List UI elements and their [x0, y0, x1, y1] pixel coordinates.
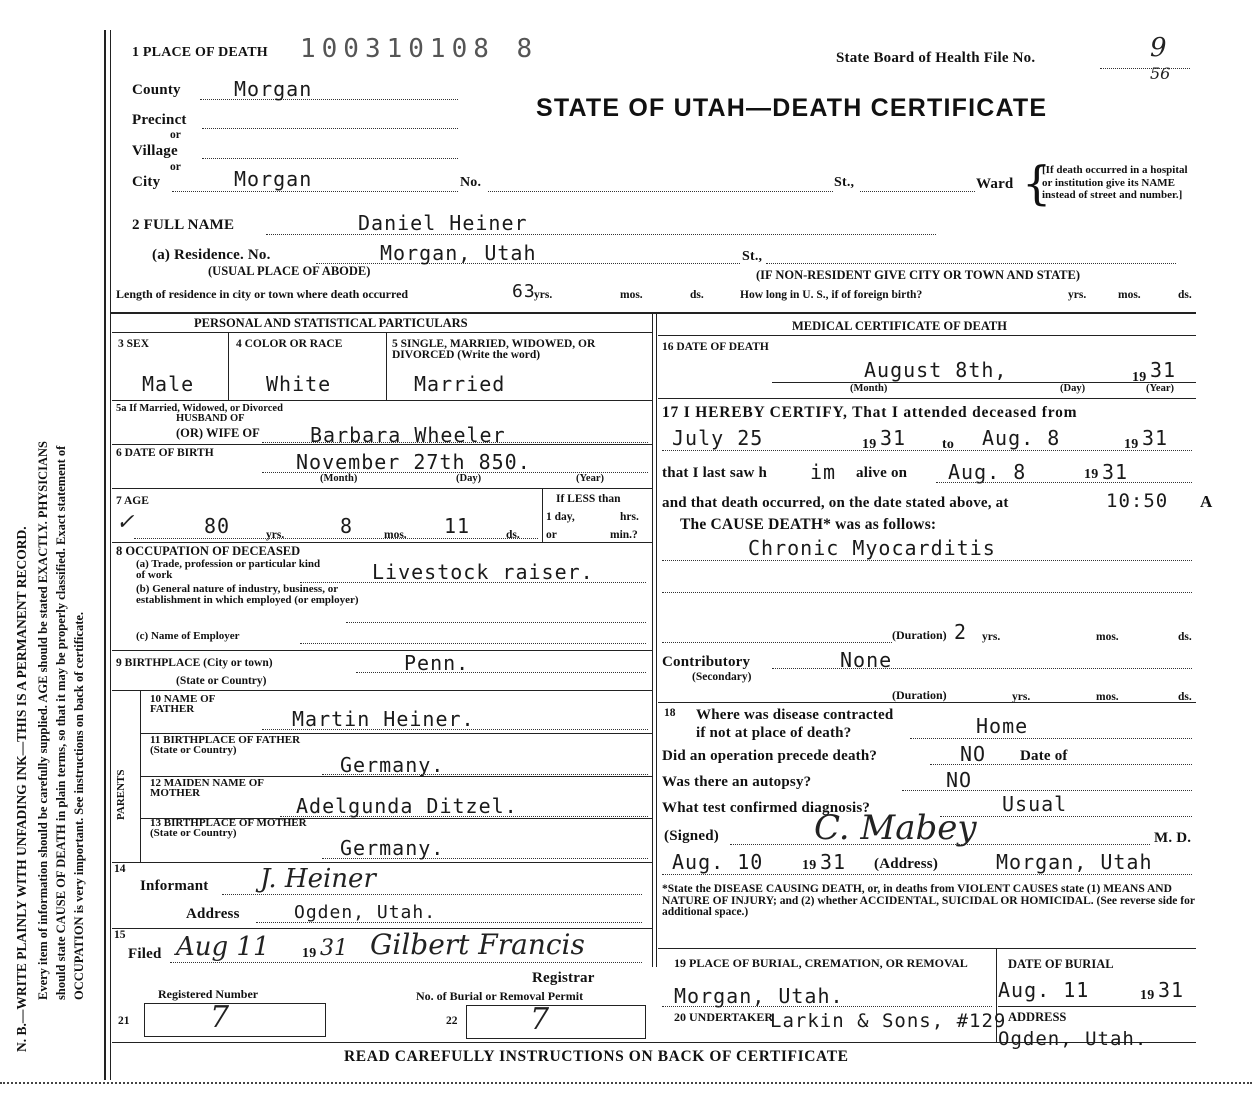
color-marital-divider: [386, 333, 387, 400]
spouse-label-1: 5a If Married, Widowed, or Divorced: [116, 403, 283, 414]
sidebar-line-3: should state CAUSE OF DEATH in plain terms, so that it may be properly classified. Exact statement of: [54, 445, 68, 1000]
test-label: What test confirmed diagnosis?: [662, 800, 871, 816]
residence-label: (a) Residence. No.: [152, 247, 271, 263]
sex-color-divider: [228, 333, 229, 400]
burial-place-line: [662, 1006, 992, 1007]
no-label: No.: [460, 175, 482, 190]
burial-permit-box: [466, 1005, 646, 1039]
brace-icon: {: [1022, 156, 1052, 210]
duration-years: 2: [954, 620, 968, 644]
to-year-prefix: 19: [1124, 437, 1139, 452]
where-contracted-label-2: if not at place of death?: [696, 725, 852, 741]
column-divider-right: [656, 312, 657, 967]
dod-label: 16 DATE OF DEATH: [662, 341, 769, 353]
length-mos: mos.: [620, 289, 643, 301]
sidebar-line-1: N. B.—WRITE PLAINLY WITH UNFADING INK—THIS IS A PERMANENT RECORD.: [14, 526, 29, 1052]
item-15: 15: [114, 929, 126, 941]
filed-year-prefix: 19: [302, 946, 317, 961]
row-line-6: [112, 690, 652, 691]
birthplace-line: [356, 672, 646, 673]
or-2: or: [170, 161, 181, 173]
birthplace-sub: (State or Country): [176, 675, 267, 687]
precinct-label: Precinct: [132, 112, 187, 128]
hospital-note: [If death occurred in a hospital or institution give its NAME instead of street and number.]: [1042, 164, 1188, 201]
length-residence-label: Length of residence in city or town where death occurred: [116, 287, 409, 301]
where-line: [910, 738, 1192, 739]
duration-yrs-unit: yrs.: [982, 631, 1001, 643]
us-yrs: yrs.: [1068, 289, 1087, 301]
certificate-title: STATE OF UTAH—DEATH CERTIFICATE: [536, 94, 1048, 122]
test-line: [940, 816, 1192, 817]
occupation-label: 8 OCCUPATION OF DECEASED: [116, 544, 301, 558]
dod-line: [772, 382, 1196, 383]
last-saw-fill: im: [810, 460, 837, 484]
father-birthplace-value: Germany.: [340, 753, 445, 777]
occupation-a-label: (a) Trade, profession or particular kind of work: [136, 558, 321, 581]
signed-label: (Signed): [664, 828, 719, 844]
undertaker-value: Larkin & Sons, #129: [770, 1010, 1007, 1032]
attended-from-date: July 25: [672, 426, 764, 450]
operation-label: Did an operation precede death?: [662, 748, 878, 764]
duration-2-mos: mos.: [1096, 691, 1119, 703]
signed-year-prefix: 19: [802, 858, 817, 873]
burial-place-label: 19 PLACE OF BURIAL, CREMATION, OR REMOVAL: [674, 956, 968, 970]
physician-address-value: Morgan, Utah: [996, 850, 1153, 874]
color-label: 4 COLOR OR RACE: [236, 338, 343, 350]
registrar-label: Registrar: [532, 970, 595, 986]
sex-label: 3 SEX: [118, 338, 149, 350]
informant-address-label: Address: [186, 906, 240, 922]
date-of-label: Date of: [1020, 748, 1068, 764]
attended-to-date: Aug. 8: [982, 426, 1061, 450]
frame-left: [104, 30, 106, 1080]
sidebar-line-2: Every item of information should be carefully supplied. AGE should be stated EXACTLY. PHYSICIANS: [36, 441, 50, 1000]
alive-year-prefix: 19: [1084, 467, 1099, 482]
item-18: 18: [664, 707, 676, 719]
marital-value: Married: [414, 372, 506, 396]
duration-ds-unit: ds.: [1178, 631, 1192, 643]
spouse-label-2: HUSBAND OF: [176, 413, 245, 424]
mother-birthplace-line: [322, 858, 648, 859]
dob-month-label: (Month): [320, 473, 358, 484]
signed-line: [730, 844, 1150, 845]
burial-permit-value: 7: [530, 1002, 550, 1037]
row-line-10: [112, 862, 652, 863]
age-label: 7 AGE: [116, 495, 149, 507]
burial-date-line: [998, 1006, 1196, 1007]
dob-year-label: (Year): [576, 473, 604, 484]
us-ds: ds.: [1178, 289, 1192, 301]
duration-2-label: (Duration): [892, 688, 947, 702]
mother-label: 12 MAIDEN NAME OF MOTHER: [150, 777, 264, 799]
burial-place-value: Morgan, Utah.: [674, 984, 844, 1008]
cause-note: *State the DISEASE CAUSING DEATH, or, in deaths from VIOLENT CAUSES state (1) MEANS AND NATURE OF INJURY; and (2) whether ACCIDENTAL, SUICIDAL OR HOMICIDAL. (See reverse side for additional space.): [662, 883, 1195, 919]
age-months: 8: [340, 514, 354, 538]
age-divider: [542, 488, 543, 542]
cause-value: Chronic Myocarditis: [748, 536, 996, 560]
filed-date: Aug 11: [176, 932, 270, 962]
age-ds-unit: ds.: [506, 529, 520, 541]
burial-date-label: DATE OF BURIAL: [1008, 957, 1114, 971]
row-line-4: [112, 542, 652, 543]
where-contracted-value: Home: [976, 714, 1029, 738]
medical-row-line-2: [658, 702, 1196, 703]
physician-signature: C. Mabey: [814, 808, 977, 848]
last-saw-label: that I last saw h: [662, 465, 768, 481]
hrs-label: hrs.: [620, 511, 639, 523]
attended-from-year: 31: [880, 426, 907, 450]
dob-label: 6 DATE OF BIRTH: [116, 447, 214, 459]
dob-day-label: (Day): [456, 473, 482, 484]
burial-year-prefix: 19: [1140, 988, 1155, 1003]
dod-year: 31: [1150, 358, 1177, 382]
length-residence-value: 63: [512, 281, 536, 302]
or-1: or: [170, 129, 181, 141]
personal-header: PERSONAL AND STATISTICAL PARTICULARS: [194, 316, 468, 330]
dod-value: August 8th,: [864, 358, 1008, 382]
burial-top-line: [658, 948, 1196, 949]
age-yrs-unit: yrs.: [266, 529, 285, 541]
file-no-value: 9: [1150, 33, 1167, 63]
autopsy-value: NO: [946, 768, 973, 792]
alive-on-label: alive on: [856, 465, 908, 481]
cause-line-1: [662, 560, 1192, 561]
filed-year: 31: [320, 936, 348, 961]
less-day-label: 1 day,: [546, 511, 575, 523]
signed-year: 31: [820, 850, 847, 874]
attended-line: [662, 450, 1192, 451]
from-year-prefix: 19: [862, 437, 877, 452]
row-line-1: [112, 400, 652, 401]
frame-left-inner: [110, 30, 111, 1080]
column-divider-left: [652, 312, 653, 967]
undertaker-address-value: Ogden, Utah.: [998, 1028, 1148, 1050]
sex-value: Male: [142, 372, 195, 396]
undertaker-label: 20 UNDERTAKER: [674, 1010, 774, 1024]
mother-line: [280, 816, 648, 817]
duration-label: (Duration): [892, 628, 947, 642]
dod-year-prefix: 19: [1132, 370, 1147, 385]
nonresident-note: (IF NON-RESIDENT GIVE CITY OR TOWN AND STATE): [756, 268, 1081, 282]
employer-line: [300, 643, 646, 644]
full-name-value: Daniel Heiner: [358, 211, 528, 235]
where-contracted-label: Where was disease contracted: [696, 707, 894, 723]
filed-line: [170, 962, 642, 963]
city-label: City: [132, 174, 161, 190]
spouse-label-3: (OR) WIFE OF: [176, 426, 260, 440]
county-value: Morgan: [234, 77, 313, 101]
contributory-label: Contributory: [662, 654, 751, 670]
informant-address-value: Ogden, Utah.: [294, 902, 437, 923]
occupation-value: Livestock raiser.: [372, 560, 594, 584]
dod-year-label: (Year): [1146, 383, 1174, 394]
autopsy-line: [902, 790, 1192, 791]
age-mos-unit: mos.: [384, 529, 407, 541]
frame-bottom: [0, 1082, 1252, 1084]
medical-row-line-1: [658, 398, 1196, 399]
row-line-3: [112, 488, 652, 489]
section-divider: [110, 312, 1196, 314]
residence-value: Morgan, Utah: [380, 241, 537, 265]
death-occurred-label: and that death occurred, on the date stated above, at: [662, 495, 1009, 511]
attended-to-year: 31: [1142, 426, 1169, 450]
cause-line-2: [662, 592, 1192, 593]
age-days: 11: [444, 514, 471, 538]
father-line: [262, 729, 648, 730]
st-line: [860, 191, 975, 192]
city-value: Morgan: [234, 167, 313, 191]
test-value: Usual: [1002, 792, 1068, 816]
burial-year: 31: [1158, 978, 1185, 1002]
mother-birthplace-value: Germany.: [340, 836, 445, 860]
occupation-c-label: (c) Name of Employer: [136, 630, 240, 642]
alive-year: 31: [1102, 460, 1129, 484]
marital-label: 5 SINGLE, MARRIED, WIDOWED, OR DIVORCED (Write the word): [392, 338, 596, 361]
item-22: 22: [446, 1015, 458, 1027]
item-21: 21: [118, 1015, 130, 1027]
min-label: min.?: [610, 529, 638, 541]
birthplace-label: 9 BIRTHPLACE (City or town): [116, 657, 273, 669]
registered-number-box: [144, 1003, 326, 1037]
length-yrs: yrs.: [534, 289, 553, 301]
duration-2-ds: ds.: [1178, 691, 1192, 703]
file-no-label: State Board of Health File No.: [836, 50, 1036, 66]
operation-value: NO: [960, 742, 987, 766]
file-no-extra: 56: [1150, 64, 1171, 83]
registrar-signature: Gilbert Francis: [370, 928, 585, 961]
informant-label: Informant: [140, 878, 209, 894]
burial-date-value: Aug. 11: [998, 978, 1090, 1002]
age-check-icon: ✓: [116, 510, 135, 535]
birthplace-value: Penn.: [404, 651, 470, 675]
or-label: or: [546, 529, 557, 541]
file-no-line: [1100, 68, 1190, 69]
residence-st: St.,: [742, 249, 763, 264]
registered-number-value: 7: [210, 1000, 230, 1035]
sidebar-line-4: OCCUPATION is very important. See instructions on back of certificate.: [72, 611, 86, 1000]
undertaker-address-label: ADDRESS: [1008, 1010, 1067, 1024]
serial-number: 100310108 8: [300, 34, 539, 64]
father-value: Martin Heiner.: [292, 707, 475, 731]
to-label: to: [942, 437, 955, 452]
no-line: [488, 191, 833, 192]
ward-label: Ward: [976, 176, 1014, 192]
occupation-b-label: (b) General nature of industry, business, or establishment in which employed (or employer): [136, 583, 359, 606]
alive-line: [936, 482, 1192, 483]
father-label: 10 NAME OF FATHER: [150, 693, 215, 715]
personal-header-line: [112, 332, 652, 333]
occupation-line: [300, 582, 646, 583]
st-label: St.,: [834, 175, 855, 190]
full-name-label: 2 FULL NAME: [132, 217, 235, 233]
contributory-line: [772, 668, 1192, 669]
registered-number-label: Registered Number: [158, 987, 259, 1001]
death-time: 10:50: [1106, 490, 1169, 512]
us-mos: mos.: [1118, 289, 1141, 301]
signed-date: Aug. 10: [672, 850, 764, 874]
parents-label: PARENTS: [115, 769, 127, 820]
informant-line: [222, 894, 642, 895]
operation-line: [930, 764, 1192, 765]
residence-st-line: [766, 263, 1176, 264]
medical-header: MEDICAL CERTIFICATE OF DEATH: [792, 319, 1007, 333]
spouse-value: Barbara Wheeler: [310, 423, 506, 447]
village-label: Village: [132, 143, 178, 159]
less-than-label: If LESS than: [556, 493, 621, 505]
dob-value: November 27th 850.: [296, 450, 531, 474]
father-birthplace-label: 11 BIRTHPLACE OF FATHER (State or Country): [150, 734, 301, 756]
death-ampm: A: [1200, 492, 1213, 511]
filed-label: Filed: [128, 946, 162, 962]
burial-permit-label: No. of Burial or Removal Permit: [416, 989, 584, 1003]
mother-birthplace-label: 13 BIRTHPLACE OF MOTHER (State or Country): [150, 817, 307, 839]
employer-industry-line: [346, 622, 646, 623]
father-birthplace-line: [322, 774, 648, 775]
cause-label: The CAUSE DEATH* was as follows:: [680, 516, 937, 533]
informant-signature: J. Heiner: [260, 864, 376, 894]
mother-value: Adelgunda Ditzel.: [296, 794, 518, 818]
physician-address-label: (Address): [874, 856, 939, 872]
row-line-5: [112, 650, 652, 651]
us-residence-label: How long in U. S., if of foreign birth?: [740, 289, 923, 301]
duration-line: [662, 642, 892, 643]
village-line: [202, 158, 458, 159]
contributory-value: None: [840, 648, 893, 672]
dod-month-label: (Month): [850, 383, 888, 394]
item-14: 14: [114, 863, 126, 875]
length-ds: ds.: [690, 289, 704, 301]
city-line: [172, 191, 458, 192]
county-label: County: [132, 82, 181, 98]
age-years: 80: [204, 514, 231, 538]
md-label: M. D.: [1154, 830, 1192, 846]
abode-note: (USUAL PLACE OF ABODE): [208, 264, 371, 278]
color-value: White: [266, 372, 332, 396]
physician-address-line: [662, 874, 1192, 875]
autopsy-label: Was there an autopsy?: [662, 774, 812, 790]
duration-2-yrs: yrs.: [1012, 691, 1031, 703]
dod-day-label: (Day): [1060, 383, 1086, 394]
certify-text: 17 I HEREBY CERTIFY, That I attended deceased from: [662, 404, 1078, 421]
place-header: 1 PLACE OF DEATH: [132, 45, 268, 60]
duration-mos-unit: mos.: [1096, 631, 1119, 643]
row-line-2: [112, 444, 652, 445]
footer-instructions: READ CAREFULLY INSTRUCTIONS ON BACK OF CERTIFICATE: [344, 1048, 849, 1065]
age-line: [134, 538, 538, 539]
contributory-sub: (Secondary): [692, 671, 752, 683]
alive-date: Aug. 8: [948, 460, 1027, 484]
precinct-line: [202, 128, 458, 129]
medical-header-line: [658, 335, 1196, 336]
